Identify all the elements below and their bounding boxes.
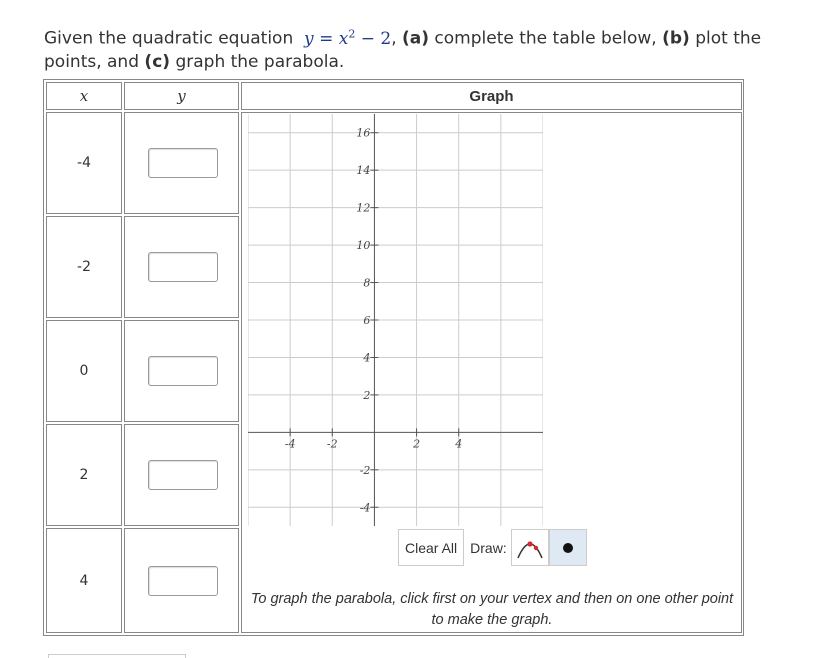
y-tick-label: 2 <box>363 388 371 402</box>
x-value: -2 <box>77 259 91 275</box>
table-row-x-cell <box>46 112 122 214</box>
table-row-x-cell <box>46 320 122 422</box>
equation-lhs: y <box>304 28 314 49</box>
x-tick-label: -4 <box>284 437 296 451</box>
header-graph-label: Graph <box>469 87 514 105</box>
parabola-tool-button[interactable] <box>511 529 549 566</box>
part-c-text: graph the parabola. <box>175 51 345 72</box>
question-prompt <box>44 22 804 74</box>
prompt-intro: Given the quadratic equation <box>44 28 294 49</box>
x-tick-label: 2 <box>413 437 421 451</box>
x-value: 4 <box>79 572 89 589</box>
table-row-y-cell <box>124 528 239 633</box>
equation-exponent: 2 <box>348 27 356 40</box>
clear-all-button[interactable] <box>398 529 464 566</box>
table-row-y-cell <box>124 320 239 422</box>
x-value: -4 <box>77 155 91 171</box>
table-row-y-cell <box>124 112 239 214</box>
x-tick-label: -2 <box>326 437 338 451</box>
point-tool-button[interactable] <box>549 529 587 566</box>
graph-instructions: To graph the parabola, click first on your vertex and then on one other point to make the graph. <box>250 591 734 628</box>
y-tick-label: 12 <box>356 201 371 215</box>
x-value: 0 <box>79 363 89 379</box>
part-c-label: (c) <box>144 51 171 72</box>
equation-equals: = <box>319 28 334 49</box>
y-tick-label: 14 <box>356 164 371 178</box>
equation <box>304 29 391 49</box>
x-value: 2 <box>79 467 89 483</box>
next-section-edge <box>48 654 186 658</box>
header-x <box>46 82 122 110</box>
table-row-x-cell <box>46 528 122 633</box>
table-row-x-cell <box>46 424 122 526</box>
header-graph <box>241 82 742 110</box>
equation-comma: , <box>391 28 397 49</box>
table-row-y-cell <box>124 216 239 318</box>
y-input-row-1[interactable] <box>148 148 218 178</box>
y-tick-label: -2 <box>359 463 371 477</box>
part-a-label: (a) <box>402 28 430 49</box>
parabola-icon <box>515 536 545 560</box>
part-a-text: complete the table below, <box>434 28 657 49</box>
clear-all-label: Clear All <box>405 539 458 556</box>
y-input-row-5[interactable] <box>148 566 218 596</box>
y-tick-label: 16 <box>356 126 371 140</box>
y-tick-label: 8 <box>363 276 371 290</box>
y-input-row-3[interactable] <box>148 356 218 386</box>
y-tick-label: -4 <box>359 501 371 515</box>
part-b-label: (b) <box>662 28 690 49</box>
part-b-text: plot the points, and <box>44 28 762 72</box>
y-input-row-2[interactable] <box>148 252 218 282</box>
equation-rest: − 2 <box>360 28 392 49</box>
table-row-x-cell <box>46 216 122 318</box>
equation-base: x <box>338 28 349 49</box>
table-row-y-cell <box>124 424 239 526</box>
y-tick-label: 10 <box>356 239 371 253</box>
draw-label: Draw: <box>470 539 507 556</box>
header-y-label: y <box>177 87 186 105</box>
x-tick-label: 4 <box>455 437 463 451</box>
y-tick-label: 6 <box>363 314 371 327</box>
coordinate-grid[interactable] <box>248 114 543 526</box>
point-icon <box>561 541 575 555</box>
y-input-row-4[interactable] <box>148 460 218 490</box>
header-y <box>124 82 239 110</box>
header-x-label: x <box>79 87 89 105</box>
graph-toolbar <box>398 529 587 566</box>
y-tick-label: 4 <box>363 351 371 365</box>
